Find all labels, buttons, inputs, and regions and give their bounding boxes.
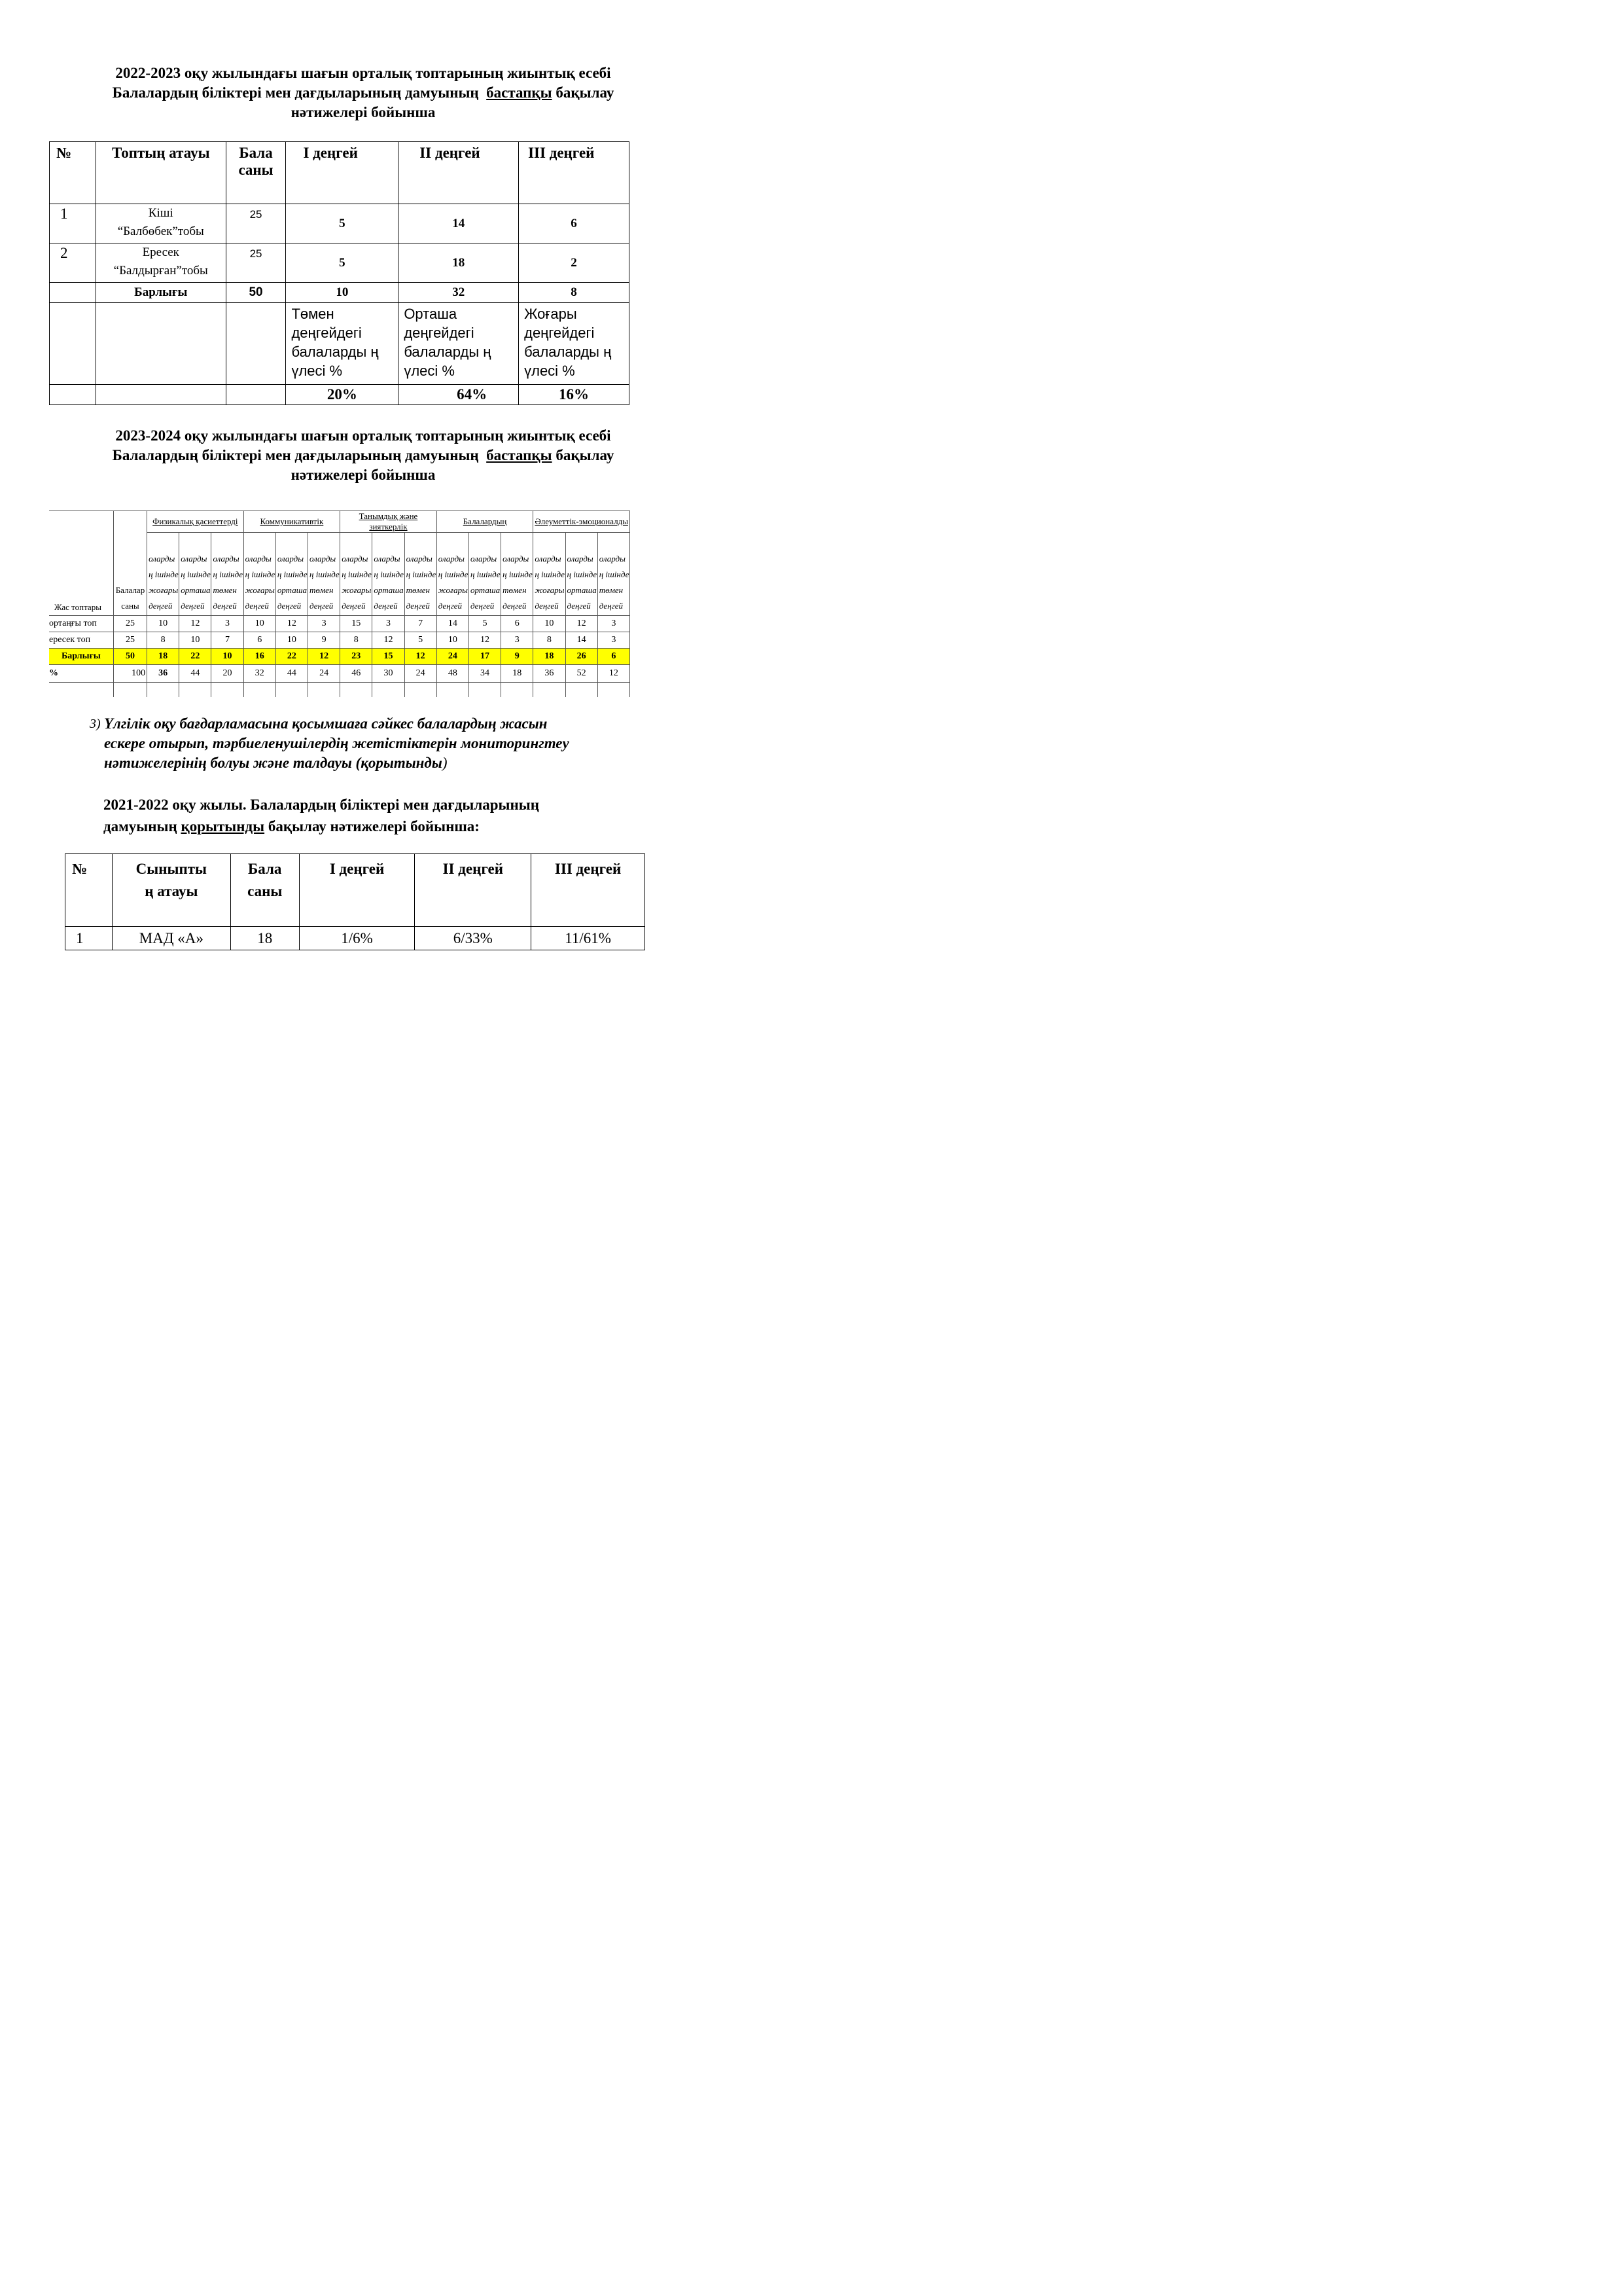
- section4-text: бақылау нәтижелері бойынша:: [268, 818, 480, 834]
- row-value: 12: [565, 616, 597, 632]
- section3-text: ): [442, 755, 448, 771]
- row-value: 18: [533, 649, 565, 665]
- row-value: 3: [501, 632, 533, 649]
- empty-cell: [404, 683, 436, 698]
- row-level-2: 14: [398, 204, 519, 243]
- header-number: №: [65, 854, 113, 927]
- sub-header-level: оларды ң ішінде орташа деңгей: [372, 533, 404, 616]
- section3-text: нәтижелерінің болуы және талдауы (қорытынды: [104, 755, 442, 771]
- sub-header-level: оларды ң ішінде төмен деңгей: [404, 533, 436, 616]
- table-2022-2023: [49, 141, 629, 405]
- domain-group-header: Физикалық қасиеттерді: [147, 511, 244, 533]
- sub-header-level: оларды ң ішінде орташа деңгей: [179, 533, 211, 616]
- row-value: 6: [243, 632, 275, 649]
- row-value: 24: [436, 649, 468, 665]
- row-level-1: 1/6%: [299, 927, 415, 950]
- row-count: 50: [113, 649, 147, 665]
- header-level-1: І деңгей: [286, 142, 398, 204]
- row-level-1: 5: [286, 243, 398, 283]
- sub-header-level: оларды ң ішінде орташа деңгей: [468, 533, 501, 616]
- row-group-name: [96, 243, 226, 283]
- total-row: [50, 283, 629, 303]
- row-value: 36: [147, 665, 179, 683]
- sub-header-level: оларды ң ішінде жоғары деңгей: [340, 533, 372, 616]
- row-value: 48: [436, 665, 468, 683]
- group-name-line1: Ересек: [142, 245, 179, 259]
- title-text: бақылау: [556, 447, 614, 463]
- row-value: 8: [340, 632, 372, 649]
- row-value: 9: [308, 632, 340, 649]
- row-value: 7: [211, 632, 243, 649]
- row-value: 10: [275, 632, 308, 649]
- row-value: 3: [308, 616, 340, 632]
- share-low-percent: 20%: [286, 385, 398, 405]
- row-label: ортаңғы топ: [49, 616, 113, 632]
- row-value: 46: [340, 665, 372, 683]
- row-level-2: 6/33%: [415, 927, 531, 950]
- sub-header-level: оларды ң ішінде жоғары деңгей: [533, 533, 565, 616]
- empty-cell: [501, 683, 533, 698]
- spreadsheet-image-2023-2024: [49, 511, 638, 697]
- share-medium-percent: 64%: [398, 385, 519, 405]
- empty-cell: [340, 683, 372, 698]
- section3-heading: [90, 714, 652, 773]
- domain-group-header: Әлеуметтік-эмоционалды: [533, 511, 630, 533]
- empty-cell: [96, 385, 226, 405]
- table-row: [49, 616, 630, 632]
- table-row: [49, 632, 630, 649]
- empty-cell: [436, 683, 468, 698]
- row-value: 12: [308, 649, 340, 665]
- section3-line1: Үлгілік оқу бағдарламасына қосымшаға сәйкес балалардың жасын: [104, 715, 548, 732]
- row-value: 8: [147, 632, 179, 649]
- empty-cell: [147, 683, 179, 698]
- row-value: 22: [179, 649, 211, 665]
- row-value: 26: [565, 649, 597, 665]
- section4-line1: 2021-2022 оқу жылы. Балалардың біліктері мен дағдыларының: [103, 797, 539, 813]
- row-value: 18: [147, 649, 179, 665]
- share-desc-high: Жоғары деңгейдегі балаларды ң үлесі %: [519, 303, 629, 385]
- row-level-3: 6: [519, 204, 629, 243]
- row-value: 7: [404, 616, 436, 632]
- header-child-count: [230, 854, 299, 927]
- row-value: 10: [243, 616, 275, 632]
- share-high-percent: 16%: [519, 385, 629, 405]
- domain-group-header: Балалардың: [436, 511, 533, 533]
- empty-cell: [533, 683, 565, 698]
- section1-title: [65, 63, 661, 122]
- section1-title-line2: [65, 83, 661, 103]
- row-count: 25: [226, 243, 286, 283]
- title-text: Балалардың біліктері мен дағдыларының дамуының: [112, 447, 479, 463]
- header-level-3: ІІІ деңгей: [531, 854, 645, 927]
- row-class-name: МАД «А»: [112, 927, 230, 950]
- share-desc-low: Төмен деңгейдегі балаларды ң үлесі %: [286, 303, 398, 385]
- total-level-3: 8: [519, 283, 629, 303]
- row-value: 8: [533, 632, 565, 649]
- row-value: 12: [597, 665, 629, 683]
- row-value: 14: [436, 616, 468, 632]
- section2-title-line2: [65, 446, 661, 465]
- header-age-groups: Жас топтары: [49, 511, 113, 616]
- section4-underlined: қорытынды: [181, 818, 265, 834]
- percent-row: [49, 665, 630, 683]
- header-child-count: [226, 142, 286, 204]
- share-description-row: [50, 303, 629, 385]
- section1-title-line3: нәтижелері бойынша: [291, 104, 436, 120]
- total-label: Барлығы: [96, 283, 226, 303]
- empty-cell: [179, 683, 211, 698]
- header-child-count: Балалар саны: [113, 511, 147, 616]
- title-text: Балалардың біліктері мен дағдыларының дамуының: [112, 84, 479, 101]
- row-value: 10: [533, 616, 565, 632]
- row-value: 23: [340, 649, 372, 665]
- row-value: 24: [404, 665, 436, 683]
- title-underlined: бастапқы: [486, 447, 552, 463]
- table-row: [65, 927, 645, 950]
- header-text: Сыныпты: [135, 861, 207, 877]
- empty-cell: [50, 385, 96, 405]
- table-2021-2022: [65, 853, 645, 950]
- row-count: 25: [226, 204, 286, 243]
- row-value: 6: [501, 616, 533, 632]
- empty-row: [49, 683, 630, 698]
- table-header-row: [50, 142, 629, 204]
- empty-cell: [275, 683, 308, 698]
- empty-cell: [50, 283, 96, 303]
- row-level-3: 11/61%: [531, 927, 645, 950]
- table-2023-2024: [49, 511, 630, 697]
- empty-cell: [226, 385, 286, 405]
- row-value: 3: [372, 616, 404, 632]
- row-value: 22: [275, 649, 308, 665]
- title-text: бақылау: [556, 84, 614, 101]
- row-value: 3: [597, 632, 629, 649]
- row-value: 12: [404, 649, 436, 665]
- section3-line2: ескере отырып, тәрбиеленушілердің жетістіктерін мониторингтеу: [104, 735, 569, 751]
- table-header-row: [65, 854, 645, 927]
- row-level-2: 18: [398, 243, 519, 283]
- row-value: 12: [275, 616, 308, 632]
- row-index: 1: [65, 927, 113, 950]
- total-count: 50: [226, 283, 286, 303]
- row-value: 30: [372, 665, 404, 683]
- domain-group-header: Коммуникативтік: [243, 511, 340, 533]
- header-text: Бала саны: [238, 145, 274, 178]
- share-desc-medium: Орташа деңгейдегі балаларды ң үлесі %: [398, 303, 519, 385]
- share-percent-row: [50, 385, 629, 405]
- row-value: 14: [565, 632, 597, 649]
- row-value: 18: [501, 665, 533, 683]
- table-row: [50, 243, 629, 283]
- header-level-1: І деңгей: [299, 854, 415, 927]
- table-row: [50, 204, 629, 243]
- section1-title-line1: 2022-2023 оқу жылындағы шағын орталық топтарының жиынтық есебі: [115, 65, 611, 81]
- row-value: 17: [468, 649, 501, 665]
- title-underlined: бастапқы: [486, 84, 552, 101]
- empty-cell: [113, 683, 147, 698]
- row-value: 5: [468, 616, 501, 632]
- row-value: 16: [243, 649, 275, 665]
- section2-title-line1: 2023-2024 оқу жылындағы шағын орталық топтарының жиынтық есебі: [115, 427, 611, 444]
- group-header-row: [49, 511, 630, 533]
- header-text: саны: [247, 883, 283, 899]
- sub-header-level: оларды ң ішінде төмен деңгей: [597, 533, 629, 616]
- row-label: Барлығы: [49, 649, 113, 665]
- row-level-3: 2: [519, 243, 629, 283]
- row-count: 100: [113, 665, 147, 683]
- header-class-name: [112, 854, 230, 927]
- section3-number: 3): [90, 717, 101, 731]
- empty-cell: [50, 303, 96, 385]
- header-level-2: ІІ деңгей: [415, 854, 531, 927]
- sub-header-level: оларды ң ішінде төмен деңгей: [308, 533, 340, 616]
- row-value: 36: [533, 665, 565, 683]
- row-value: 12: [468, 632, 501, 649]
- header-level-3: ІІІ деңгей: [519, 142, 629, 204]
- row-count: 25: [113, 632, 147, 649]
- row-value: 20: [211, 665, 243, 683]
- row-value: 6: [597, 649, 629, 665]
- domain-group-header: Танымдық және зияткерлік: [340, 511, 437, 533]
- row-value: 34: [468, 665, 501, 683]
- row-value: 44: [275, 665, 308, 683]
- row-count: 25: [113, 616, 147, 632]
- empty-cell: [597, 683, 629, 698]
- total-level-1: 10: [286, 283, 398, 303]
- sub-header-level: оларды ң ішінде жоғары деңгей: [243, 533, 275, 616]
- row-value: 10: [211, 649, 243, 665]
- row-index: 1: [50, 204, 96, 243]
- empty-cell: [243, 683, 275, 698]
- row-value: 10: [179, 632, 211, 649]
- group-name-line2: “Балдырған”тобы: [113, 264, 208, 278]
- row-label: %: [49, 665, 113, 683]
- empty-cell: [468, 683, 501, 698]
- row-index: 2: [50, 243, 96, 283]
- empty-cell: [565, 683, 597, 698]
- row-label: ересек топ: [49, 632, 113, 649]
- row-value: 10: [147, 616, 179, 632]
- total-level-2: 32: [398, 283, 519, 303]
- row-value: 15: [372, 649, 404, 665]
- group-name-line2: “Балбөбек”тобы: [117, 224, 204, 238]
- empty-cell: [308, 683, 340, 698]
- header-group-name: Топтың атауы: [96, 142, 226, 204]
- row-value: 12: [372, 632, 404, 649]
- empty-cell: [211, 683, 243, 698]
- empty-cell: [226, 303, 286, 385]
- row-value: 24: [308, 665, 340, 683]
- section2-title-line3: нәтижелері бойынша: [291, 467, 436, 483]
- row-value: 5: [404, 632, 436, 649]
- header-text: ң атауы: [145, 883, 198, 899]
- row-value: 52: [565, 665, 597, 683]
- row-value: 9: [501, 649, 533, 665]
- sub-header-level: оларды ң ішінде орташа деңгей: [565, 533, 597, 616]
- row-value: 3: [211, 616, 243, 632]
- row-group-name: [96, 204, 226, 243]
- total-row: [49, 649, 630, 665]
- section4-heading: [103, 794, 666, 837]
- sub-header-level: оларды ң ішінде төмен деңгей: [501, 533, 533, 616]
- header-level-2: ІІ деңгей: [398, 142, 519, 204]
- row-value: 15: [340, 616, 372, 632]
- sub-header-level: оларды ң ішінде орташа деңгей: [275, 533, 308, 616]
- section3-line3: [104, 753, 652, 773]
- group-name-line1: Кіші: [148, 206, 173, 220]
- sub-header-level: оларды ң ішінде жоғары деңгей: [147, 533, 179, 616]
- section4-line2: [103, 816, 666, 837]
- section2-title: [65, 426, 661, 485]
- empty-cell: [96, 303, 226, 385]
- sub-header-level: оларды ң ішінде төмен деңгей: [211, 533, 243, 616]
- empty-cell: [49, 683, 113, 698]
- row-value: 32: [243, 665, 275, 683]
- row-value: 10: [436, 632, 468, 649]
- row-level-1: 5: [286, 204, 398, 243]
- header-text: Бала: [248, 861, 282, 877]
- section4-text: дамуының: [103, 818, 177, 834]
- row-count: 18: [230, 927, 299, 950]
- row-value: 44: [179, 665, 211, 683]
- empty-cell: [372, 683, 404, 698]
- row-value: 3: [597, 616, 629, 632]
- header-number: №: [50, 142, 96, 204]
- row-value: 12: [179, 616, 211, 632]
- sub-header-level: оларды ң ішінде жоғары деңгей: [436, 533, 468, 616]
